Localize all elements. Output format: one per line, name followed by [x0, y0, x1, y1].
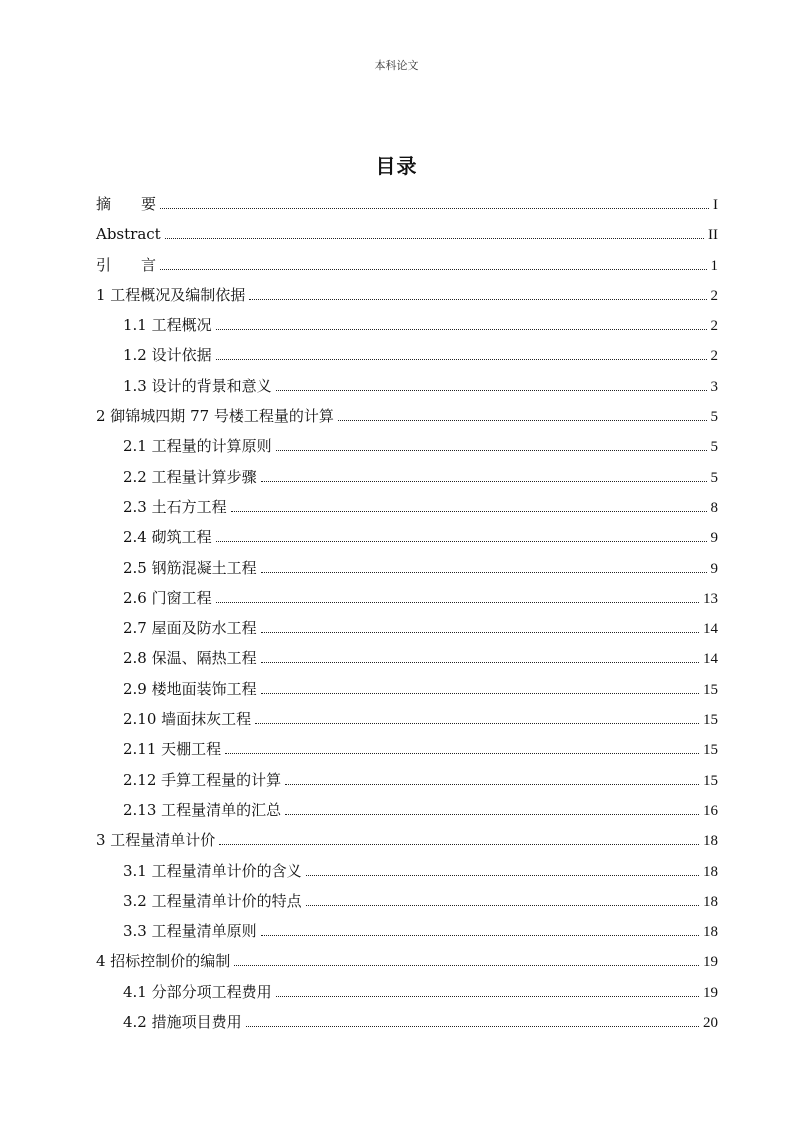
toc-entry[interactable]: [96, 401, 718, 431]
toc-entry[interactable]: [96, 1007, 718, 1037]
toc-dot-leader: [231, 511, 707, 512]
toc-entry-label: Abstract: [96, 219, 163, 249]
toc-entry-page-number: 14: [703, 621, 718, 638]
toc-entry-label: 2.1 工程量的计算原则: [123, 431, 274, 461]
toc-dot-leader: [216, 541, 707, 542]
toc-entry-page-number: 15: [703, 681, 718, 698]
toc-entry-page-number: 2: [710, 318, 718, 335]
toc-entry-page-number: 3: [710, 378, 718, 395]
toc-entry-label: 4.1 分部分项工程费用: [123, 977, 274, 1007]
toc-dot-leader: [276, 996, 699, 997]
toc-entry[interactable]: [96, 492, 718, 522]
toc-entry[interactable]: [96, 219, 718, 249]
toc-entry[interactable]: [96, 371, 718, 401]
toc-entry-page-number: 16: [703, 802, 718, 819]
toc-entry-label: 引 言: [96, 250, 158, 280]
toc-entry-page-number: 5: [710, 469, 718, 486]
toc-dot-leader: [261, 935, 699, 936]
toc-entry-label: 2.7 屋面及防水工程: [123, 613, 259, 643]
toc-entry[interactable]: [96, 886, 718, 916]
toc-entry-label: 2.4 砌筑工程: [123, 522, 214, 552]
toc-entry-label: 2.3 土石方工程: [123, 492, 229, 522]
toc-entry[interactable]: [96, 189, 718, 219]
toc-entry-label: 3 工程量清单计价: [96, 825, 217, 855]
toc-entry[interactable]: [96, 522, 718, 552]
toc-entry[interactable]: [96, 977, 718, 1007]
toc-dot-leader: [216, 359, 707, 360]
toc-entry[interactable]: [96, 340, 718, 370]
toc-entry-page-number: 15: [703, 712, 718, 729]
toc-entry-page-number: 14: [703, 651, 718, 668]
toc-title: 目录: [375, 154, 418, 178]
toc-dot-leader: [285, 784, 699, 785]
toc-dot-leader: [160, 208, 709, 209]
toc-dot-leader: [160, 269, 706, 270]
toc-entry-label: 1.3 设计的背景和意义: [123, 371, 274, 401]
toc-entry-page-number: II: [708, 227, 718, 244]
toc-entry-page-number: 18: [703, 893, 718, 910]
page-header: 本科论文: [374, 59, 419, 72]
toc-dot-leader: [285, 814, 699, 815]
toc-entry[interactable]: [96, 825, 718, 855]
toc-entry-label: 1.1 工程概况: [123, 310, 214, 340]
toc-entry[interactable]: [96, 734, 718, 764]
toc-entry[interactable]: [96, 583, 718, 613]
toc-entry-page-number: 5: [710, 409, 718, 426]
toc-entry[interactable]: [96, 250, 718, 280]
toc-entry-label: 1.2 设计依据: [123, 340, 214, 370]
toc-entry-label: 2.5 钢筋混凝土工程: [123, 553, 259, 583]
toc-entry[interactable]: [96, 553, 718, 583]
toc-entry-page-number: 18: [703, 833, 718, 850]
toc-entry-page-number: 8: [710, 499, 718, 516]
toc-entry-label: 3.1 工程量清单计价的含义: [123, 856, 304, 886]
toc-entry-page-number: 19: [703, 984, 718, 1001]
toc-entry-page-number: 18: [703, 924, 718, 941]
table-of-contents: [96, 189, 718, 1037]
toc-entry-label: 2.6 门窗工程: [123, 583, 214, 613]
toc-entry-page-number: 9: [710, 530, 718, 547]
toc-entry-page-number: 1: [710, 257, 718, 274]
toc-entry[interactable]: [96, 856, 718, 886]
toc-dot-leader: [261, 481, 707, 482]
toc-entry[interactable]: [96, 613, 718, 643]
toc-entry[interactable]: [96, 916, 718, 946]
toc-entry-page-number: 2: [710, 348, 718, 365]
toc-entry[interactable]: [96, 795, 718, 825]
toc-entry[interactable]: [96, 946, 718, 976]
toc-entry-label: 3.3 工程量清单原则: [123, 916, 259, 946]
toc-entry[interactable]: [96, 643, 718, 673]
toc-entry-page-number: 18: [703, 863, 718, 880]
toc-entry[interactable]: [96, 674, 718, 704]
toc-entry-label: 2.10 墙面抹灰工程: [123, 704, 253, 734]
toc-dot-leader: [261, 632, 699, 633]
toc-entry-label: 4 招标控制价的编制: [96, 946, 232, 976]
toc-entry-label: 2 御锦城四期 77 号楼工程量的计算: [96, 401, 336, 431]
toc-entry-page-number: 15: [703, 742, 718, 759]
toc-dot-leader: [249, 299, 706, 300]
toc-dot-leader: [276, 390, 707, 391]
toc-entry-page-number: 13: [703, 590, 718, 607]
toc-entry-label: 2.9 楼地面装饰工程: [123, 674, 259, 704]
toc-dot-leader: [261, 662, 699, 663]
toc-dot-leader: [219, 844, 699, 845]
toc-entry[interactable]: [96, 704, 718, 734]
toc-entry-label: 3.2 工程量清单计价的特点: [123, 886, 304, 916]
toc-entry-label: 2.13 工程量清单的汇总: [123, 795, 283, 825]
toc-dot-leader: [165, 238, 704, 239]
toc-entry-label: 2.11 天棚工程: [123, 734, 223, 764]
toc-dot-leader: [261, 572, 707, 573]
toc-dot-leader: [255, 723, 699, 724]
toc-entry-label: 2.2 工程量计算步骤: [123, 462, 259, 492]
toc-entry-page-number: 19: [703, 954, 718, 971]
toc-entry-page-number: 15: [703, 772, 718, 789]
toc-dot-leader: [246, 1026, 699, 1027]
toc-entry-label: 摘 要: [96, 189, 158, 219]
toc-dot-leader: [306, 905, 699, 906]
toc-entry[interactable]: [96, 310, 718, 340]
toc-entry-label: 1 工程概况及编制依据: [96, 280, 247, 310]
toc-entry-label: 2.8 保温、隔热工程: [123, 643, 259, 673]
toc-entry[interactable]: [96, 765, 718, 795]
toc-entry-page-number: 2: [710, 287, 718, 304]
toc-entry-page-number: 5: [710, 439, 718, 456]
toc-dot-leader: [276, 450, 707, 451]
toc-dot-leader: [338, 420, 707, 421]
toc-dot-leader: [234, 965, 699, 966]
toc-entry-page-number: I: [713, 197, 718, 213]
toc-dot-leader: [216, 602, 699, 603]
toc-dot-leader: [261, 693, 699, 694]
toc-entry-page-number: 9: [710, 560, 718, 577]
toc-entry[interactable]: [96, 431, 718, 461]
toc-dot-leader: [225, 753, 699, 754]
toc-entry-label: 4.2 措施项目费用: [123, 1007, 244, 1037]
toc-entry-label: 2.12 手算工程量的计算: [123, 765, 283, 795]
toc-dot-leader: [216, 329, 707, 330]
toc-entry-page-number: 20: [703, 1015, 718, 1032]
toc-entry[interactable]: [96, 280, 718, 310]
toc-entry[interactable]: [96, 462, 718, 492]
toc-dot-leader: [306, 875, 699, 876]
